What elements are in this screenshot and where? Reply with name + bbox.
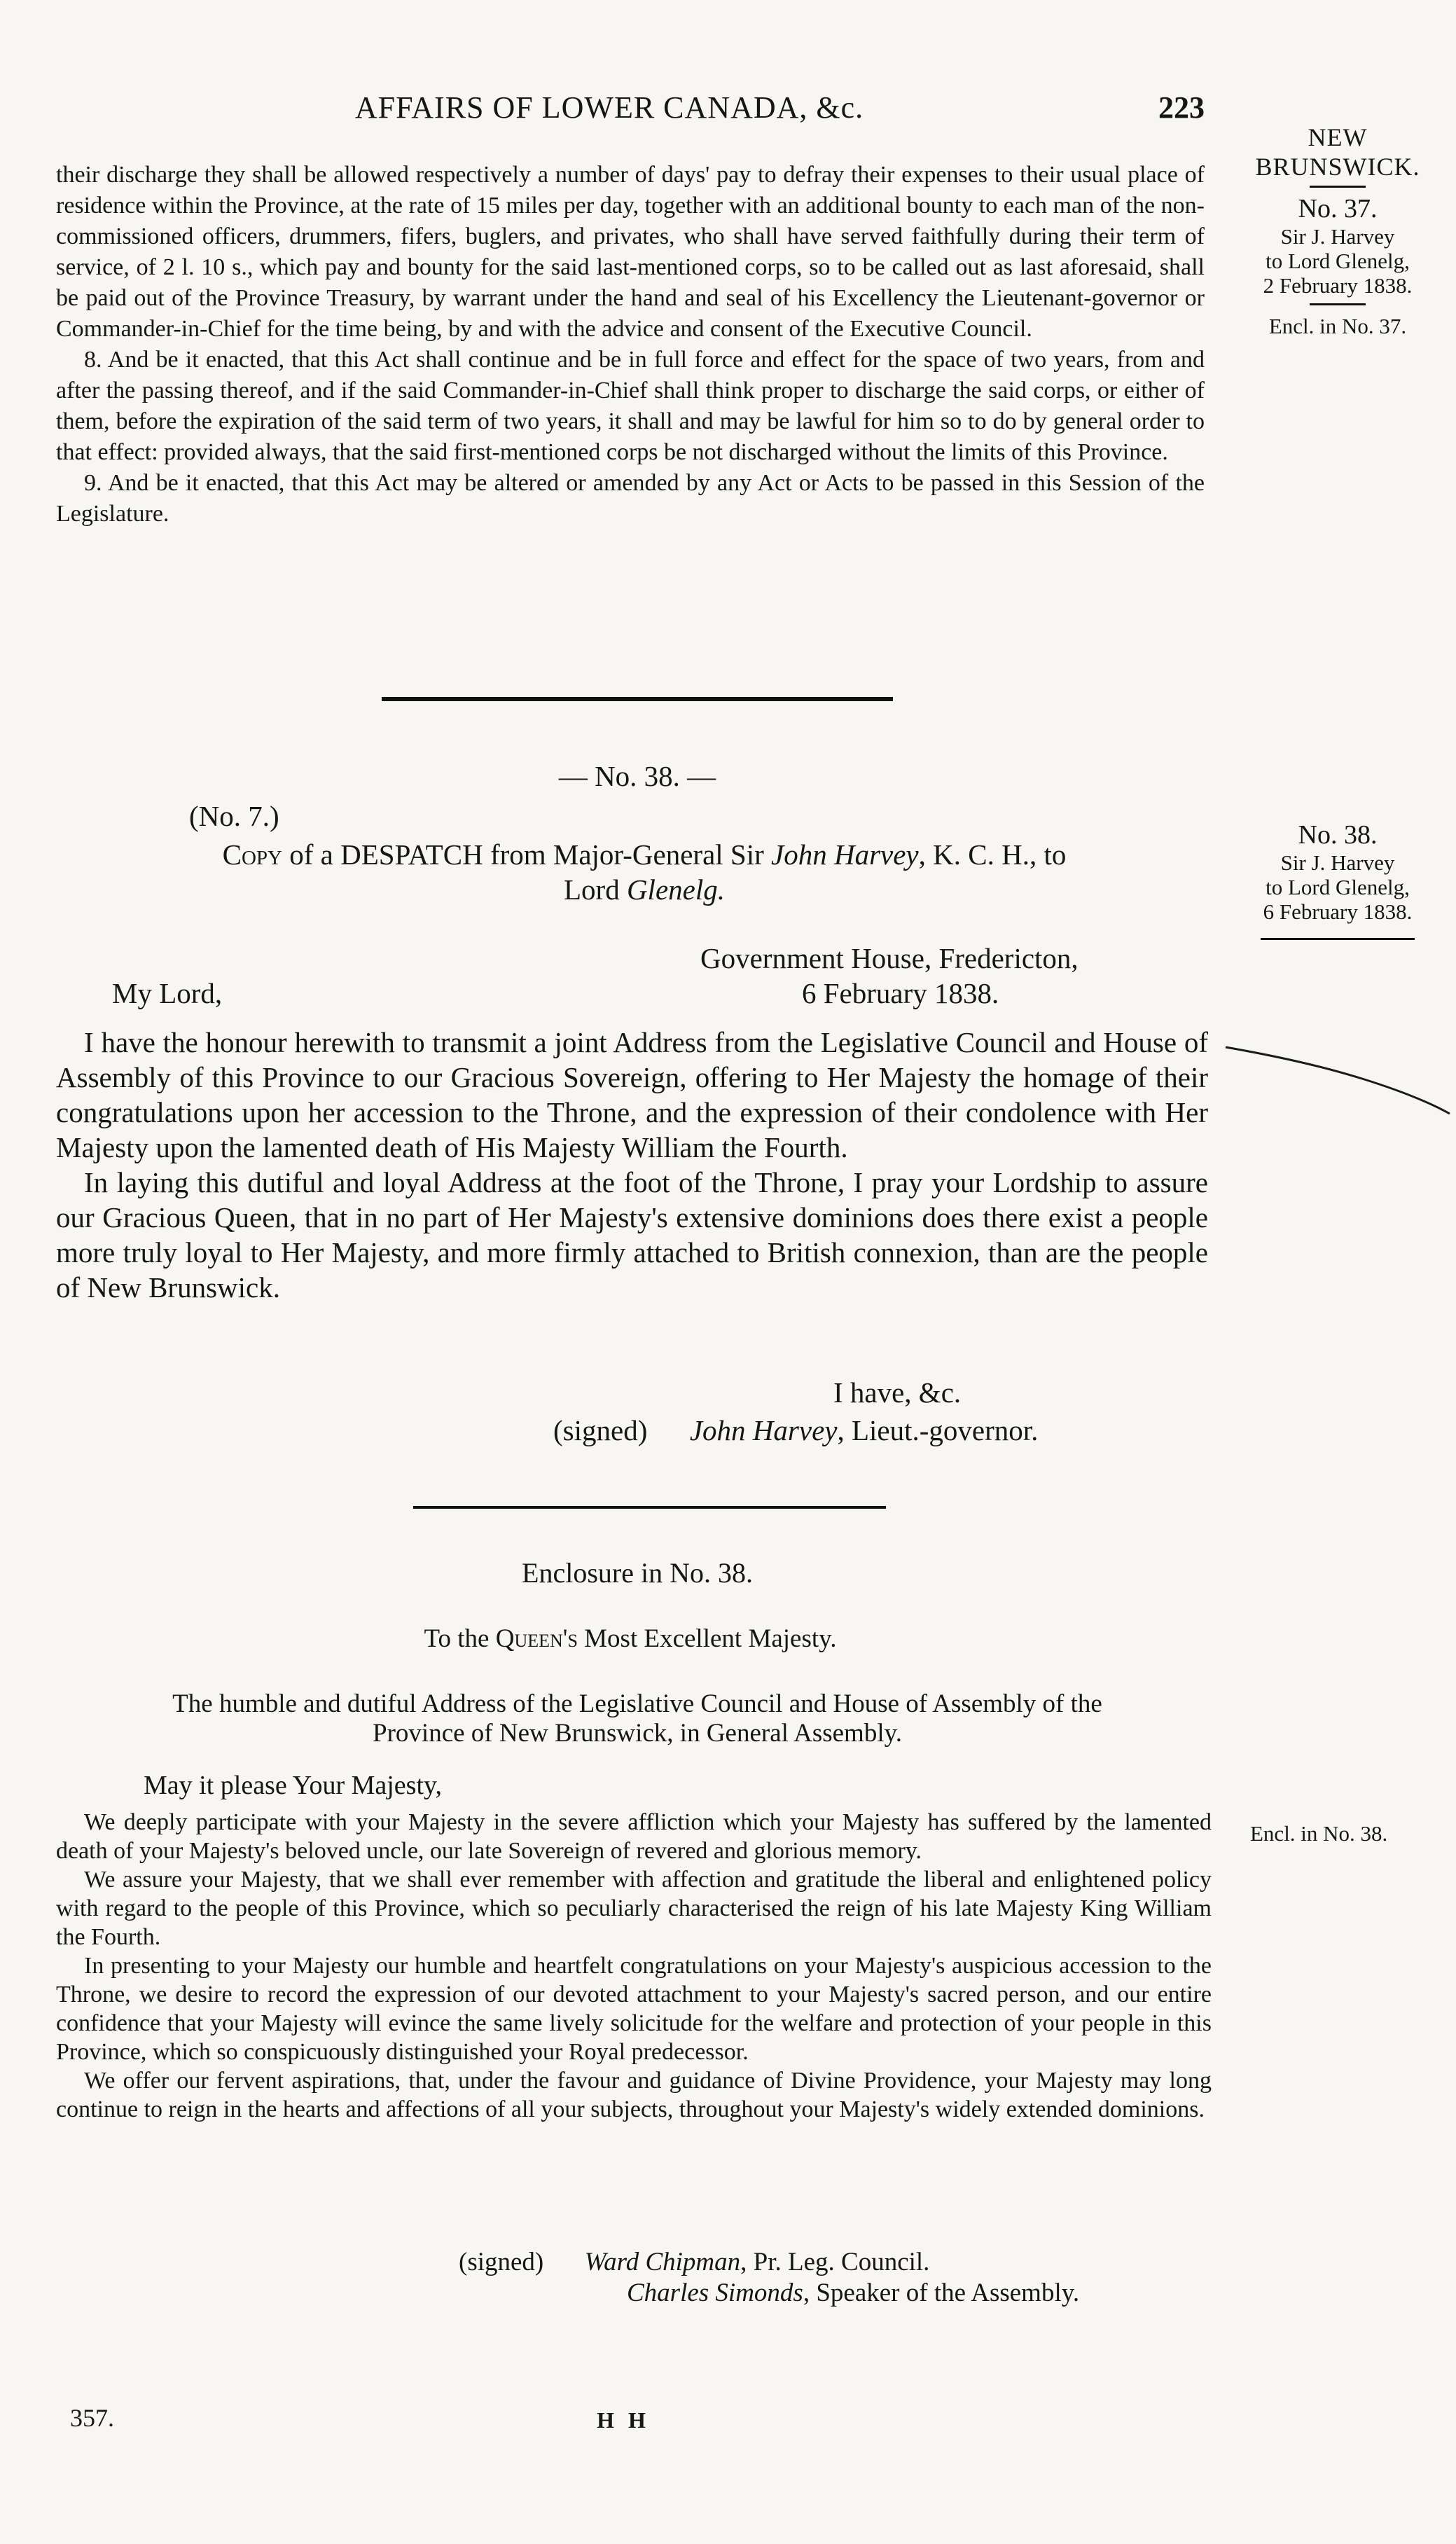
margin-rule	[1261, 938, 1415, 940]
document-number: — No. 38. —	[558, 760, 716, 792]
signed-label: (signed)	[553, 1414, 648, 1446]
signer-1-name: Ward Chipman	[584, 2248, 741, 2276]
signer-2-name: Charles Simonds	[627, 2279, 803, 2307]
address-paragraph-3: In presenting to your Majesty our humble and heartfelt congratulations on your Majesty's auspicious accession to the Throne, we desire to record the expression of our devoted attachment to your Majesty's sacred person, and our entire confidence that your Majesty will evince the same lively solicitude for the welfare and protection of your people in this Province, which so conspicuously distinguished your Royal predecessor.	[56, 1953, 1212, 2065]
enclosure-addressee	[210, 1623, 1051, 1655]
address-salutation: May it please Your Majesty,	[144, 1771, 443, 1800]
margin-region: NEW BRUNSWICK.	[1255, 123, 1420, 181]
margin-note-encl: Encl. in No. 38.	[1250, 1821, 1388, 1846]
margin-to: to Lord Glenelg,	[1266, 875, 1410, 899]
signer-1-title: , Pr. Leg. Council.	[740, 2248, 930, 2276]
title-lord: Lord	[564, 873, 620, 906]
page-number: 223	[1158, 90, 1205, 125]
margin-number: No. 38.	[1298, 820, 1378, 850]
running-title: AFFAIRS OF LOWER CANADA, &c.	[354, 90, 864, 125]
despatch-date: 6 February 1838.	[802, 977, 999, 1009]
margin-rule	[1310, 303, 1366, 305]
margin-to: to Lord Glenelg,	[1266, 249, 1410, 273]
despatch-signature-line	[553, 1413, 1212, 1448]
address-paragraph-4: We offer our fervent aspirations, that, under the favour and guidance of Divine Providence, your Majesty may long continue to reign in the hearts and affections of all your subjects, throughout your Majesty's widely extended dominions.	[56, 2068, 1212, 2122]
title-from: from Major-General Sir	[490, 838, 764, 871]
address-body	[56, 1808, 1212, 2124]
title-of: of a	[289, 838, 333, 871]
despatch-salutation: My Lord,	[112, 977, 223, 1009]
margin-encl: Encl. in No. 37.	[1268, 314, 1407, 338]
pen-stroke-mark	[1222, 1037, 1453, 1121]
signer-title: , Lieut.-governor.	[837, 1414, 1039, 1446]
footer-number: 357.	[70, 2404, 114, 2432]
title-copy: Copy	[222, 838, 283, 871]
act-continuation	[56, 160, 1205, 530]
margin-number: No. 37.	[1298, 194, 1378, 223]
margin-from: Sir J. Harvey	[1280, 224, 1395, 249]
section-divider	[382, 697, 893, 701]
to-the: To the	[424, 1624, 490, 1653]
title-honours: , K. C. H., to	[918, 838, 1067, 871]
signer-name: John Harvey	[689, 1414, 838, 1446]
act-paragraph-continued: their discharge they shall be allowed respectively a number of days' pay to defray their expenses to their usual place of residence within the Province, at the rate of 15 miles per day, together with an additional bounty to each man of the non-commissioned officers, drummers, fifers, buglers, and privates, who shall have served faithfully during their term of service, of 2 l. 10 s., which pay and bounty for the said last-mentioned corps, so to be called out as last aforesaid, shall be paid out of the Province Treasury, by warrant under the hand and seal of his Excellency the Lieutenant-governor or Commander-in-Chief for the time being, by and with the advice and consent of the Executive Council.	[56, 162, 1205, 342]
despatch-paragraph-1: I have the honour herewith to transmit a joint Address from the Legislative Council and House of Assembly of this Province to our Gracious Sovereign, offering to Her Majesty the homage of their congratulations upon her accession to the Throne, and the expression of their condolence with Her Majesty upon the lamented death of His Majesty William the Fourth.	[56, 1026, 1208, 1163]
title-glenelg: Glenelg.	[626, 873, 725, 906]
margin-note-top	[1233, 123, 1443, 338]
majesty: Most Excellent Majesty.	[584, 1624, 837, 1653]
margin-date: 6 February 1838.	[1263, 899, 1413, 924]
address-paragraph-2: We assure your Majesty, that we shall ever remember with affection and gratitude the liberal and enlightened policy with regard to the people of this Province, which so peculiarly characterised the reign of his late Majesty King William the Fourth.	[56, 1867, 1212, 1950]
address-paragraph-1: We deeply participate with your Majesty in the severe affliction which your Majesty has suffered by the lamented death of your Majesty's beloved uncle, our late Sovereign of revered and glorious memory.	[56, 1809, 1212, 1864]
footer-signature: H H	[597, 2407, 650, 2433]
margin-note-mid	[1233, 820, 1443, 940]
margin-rule	[1310, 186, 1366, 188]
enclosure-heading: Enclosure in No. 38.	[522, 1557, 753, 1589]
title-despatch: DESPATCH	[340, 838, 483, 871]
address-signatures	[459, 2247, 1229, 2309]
despatch-title	[84, 837, 1205, 907]
address-title: The humble and dutiful Address of the Legislative Council and House of Assembly of the Province of New Brunswick, in General Assembly.	[172, 1689, 1102, 1748]
despatch-body	[56, 1025, 1208, 1305]
signer-2-title: , Speaker of the Assembly.	[803, 2279, 1080, 2307]
despatch-closing: I have, &c.	[833, 1376, 962, 1409]
act-section-9: 9. And be it enacted, that this Act may be altered or amended by any Act or Acts to be passed in this Session of the Legislature.	[56, 470, 1205, 527]
signed-label: (signed)	[459, 2248, 544, 2276]
title-name: John Harvey	[771, 838, 919, 871]
margin-from: Sir J. Harvey	[1280, 850, 1395, 875]
section-divider	[413, 1506, 886, 1509]
despatch-paragraph-2: In laying this dutiful and loyal Address at the foot of the Throne, I pray your Lordship to assure our Gracious Queen, that in no part of Her Majesty's extensive dominions does there exist a people more truly loyal to Her Majesty, and more firmly attached to British connexion, than are the people of New Brunswick.	[56, 1166, 1208, 1304]
queens: Queen's	[495, 1624, 578, 1653]
act-section-8: 8. And be it enacted, that this Act shall continue and be in full force and effect for the space of two years, from and after the passing thereof, and if the said Commander-in-Chief shall think proper to discharge the said corps, or either of them, before the expiration of the said term of two years, it shall and may be lawful for him so to do by general order to that effect: provided always, that the said first-mentioned corps be not discharged without the limits of this Province.	[56, 347, 1205, 465]
margin-date: 2 February 1838.	[1263, 273, 1413, 298]
despatch-sub-number: (No. 7.)	[189, 800, 279, 832]
despatch-place: Government House, Fredericton,	[700, 942, 1079, 974]
